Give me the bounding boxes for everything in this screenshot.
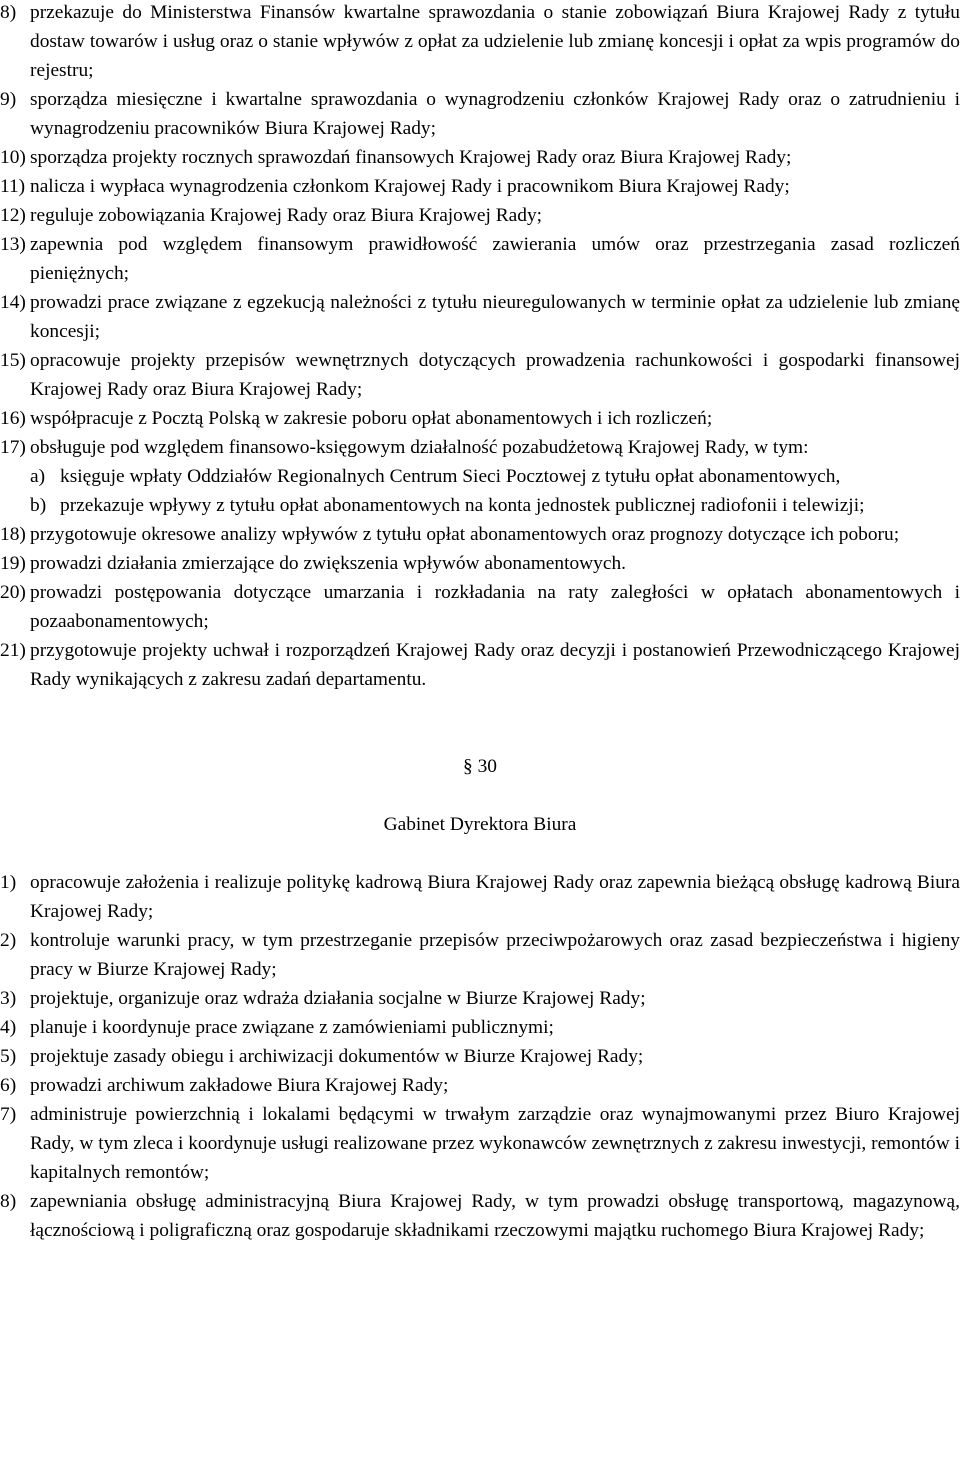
list-item <box>0 85 960 143</box>
item-text: reguluje zobowiązania Krajowej Rady oraz Biura Krajowej Rady; <box>30 205 543 226</box>
item-number: 4) <box>0 1017 17 1038</box>
item-text: sporządza miesięczne i kwartalne sprawozdania o wynagrodzeniu członków Krajowej Rady oraz o zatrudnieniu i wynagrodzeniu pracowników Biura Krajowej Rady; <box>30 89 960 139</box>
list-item <box>0 578 960 636</box>
item-text: współpracuje z Pocztą Polską w zakresie poboru opłat abonamentowych i ich rozliczeń; <box>30 408 713 429</box>
list-item <box>0 1100 960 1187</box>
item-text: prowadzi postępowania dotyczące umarzania i rozkładania na raty zaległości w opłatach abonamentowych i pozaabonamentowych; <box>30 582 960 632</box>
sub-item-text: księguje wpłaty Oddziałów Regionalnych Centrum Sieci Pocztowej z tytułu opłat abonamentowych, <box>60 466 841 487</box>
item-text: obsługuje pod względem finansowo-księgowym działalność pozabudżetową Krajowej Rady, w tym: <box>30 437 809 458</box>
list-item <box>0 549 960 578</box>
item-number: 18) <box>0 524 26 545</box>
list-item <box>0 520 960 549</box>
item-number: 20) <box>0 582 26 603</box>
item-text: administruje powierzchnią i lokalami będącymi w trwałym zarządzie oraz wynajmowanymi przez Biuro Krajowej Rady, w tym zleca i koordynuje usługi realizowane przez wykonawców zewnętrznych z zakresu inwestycji, remontów i kapitalnych remontów; <box>30 1104 960 1183</box>
item-number: 14) <box>0 292 26 313</box>
list-item <box>0 1187 960 1245</box>
item-number: 3) <box>0 988 17 1009</box>
item-number: 8) <box>0 2 17 23</box>
list-item <box>0 201 960 230</box>
sub-item-text: przekazuje wpływy z tytułu opłat abonamentowych na konta jednostek publicznej radiofonii i telewizji; <box>60 495 865 516</box>
item-text: kontroluje warunki pracy, w tym przestrzeganie przepisów przeciwpożarowych oraz zasad bezpieczeństwa i higieny pracy w Biurze Krajowej Rady; <box>30 930 960 980</box>
list-item <box>0 1071 960 1100</box>
sub-item-letter: b) <box>30 495 47 516</box>
item-text: sporządza projekty rocznych sprawozdań finansowych Krajowej Rady oraz Biura Krajowej Rady; <box>30 147 792 168</box>
item-text: projektuje zasady obiegu i archiwizacji dokumentów w Biurze Krajowej Rady; <box>30 1046 644 1067</box>
list-item <box>0 926 960 984</box>
list-item <box>0 1042 960 1071</box>
item-number: 21) <box>0 640 26 661</box>
list-item <box>0 1013 960 1042</box>
item-number: 2) <box>0 930 17 951</box>
list-item <box>0 172 960 201</box>
list-item <box>0 230 960 288</box>
list-item <box>0 868 960 926</box>
item-text: zapewnia pod względem finansowym prawidłowość zawierania umów oraz przestrzegania zasad rozliczeń pieniężnych; <box>30 234 960 284</box>
item-text: prowadzi archiwum zakładowe Biura Krajowej Rady; <box>30 1075 449 1096</box>
item-number: 19) <box>0 553 26 574</box>
section-title: Gabinet Dyrektora Biura <box>383 814 577 835</box>
item-number: 9) <box>0 89 17 110</box>
item-number: 10) <box>0 147 26 168</box>
sub-list-item <box>0 491 960 520</box>
list-top <box>0 0 960 694</box>
list-item <box>0 143 960 172</box>
sub-list-item <box>0 462 960 491</box>
item-number: 11) <box>0 176 26 197</box>
list-item <box>0 433 960 462</box>
item-number: 12) <box>0 205 26 226</box>
item-text: opracowuje założenia i realizuje politykę kadrową Biura Krajowej Rady oraz zapewnia bieżącą obsługę kadrową Biura Krajowej Rady; <box>30 872 960 922</box>
item-number: 1) <box>0 872 17 893</box>
item-text: prowadzi prace związane z egzekucją należności z tytułu nieuregulowanych w terminie opłat za udzielenie lub zmianę koncesji; <box>30 292 960 342</box>
item-number: 15) <box>0 350 26 371</box>
list-item <box>0 636 960 694</box>
list-item <box>0 288 960 346</box>
sub-item-letter: a) <box>30 466 46 487</box>
item-number: 6) <box>0 1075 17 1096</box>
paragraph-sign: § 30 <box>463 756 497 777</box>
item-number: 8) <box>0 1191 17 1212</box>
item-number: 13) <box>0 234 26 255</box>
item-number: 17) <box>0 437 26 458</box>
list-item <box>0 346 960 404</box>
item-text: przekazuje do Ministerstwa Finansów kwartalne sprawozdania o stanie zobowiązań Biura Krajowej Rady z tytułu dostaw towarów i usług oraz o stanie wpływów z opłat za udzielenie lub zmianę koncesji i opłat za wpis programów do rejestru; <box>30 2 960 81</box>
list-item <box>0 404 960 433</box>
item-text: nalicza i wypłaca wynagrodzenia członkom Krajowej Rady i pracownikom Biura Krajowej Rady; <box>30 176 790 197</box>
list-bottom <box>0 868 960 1245</box>
item-text: opracowuje projekty przepisów wewnętrznych dotyczących prowadzenia rachunkowości i gospodarki finansowej Krajowej Rady oraz Biura Krajowej Rady; <box>30 350 960 400</box>
item-number: 5) <box>0 1046 17 1067</box>
item-text: projektuje, organizuje oraz wdraża działania socjalne w Biurze Krajowej Rady; <box>30 988 646 1009</box>
item-number: 7) <box>0 1104 17 1125</box>
item-text: przygotowuje projekty uchwał i rozporządzeń Krajowej Rady oraz decyzji i postanowień Przewodniczącego Krajowej Rady wynikających z zakresu zadań departamentu. <box>30 640 960 690</box>
list-item <box>0 984 960 1013</box>
list-item <box>0 0 960 85</box>
item-text: planuje i koordynuje prace związane z zamówieniami publicznymi; <box>30 1017 554 1038</box>
item-text: zapewniania obsługę administracyjną Biura Krajowej Rady, w tym prowadzi obsługę transportową, magazynową, łącznościową i poligraficzną oraz gospodaruje składnikami rzeczowymi majątku ruchomego Biura Krajowej Rady; <box>30 1191 960 1241</box>
item-number: 16) <box>0 408 26 429</box>
item-text: prowadzi działania zmierzające do zwiększenia wpływów abonamentowych. <box>30 553 627 574</box>
item-text: przygotowuje okresowe analizy wpływów z tytułu opłat abonamentowych oraz prognozy dotyczące ich poboru; <box>30 524 900 545</box>
